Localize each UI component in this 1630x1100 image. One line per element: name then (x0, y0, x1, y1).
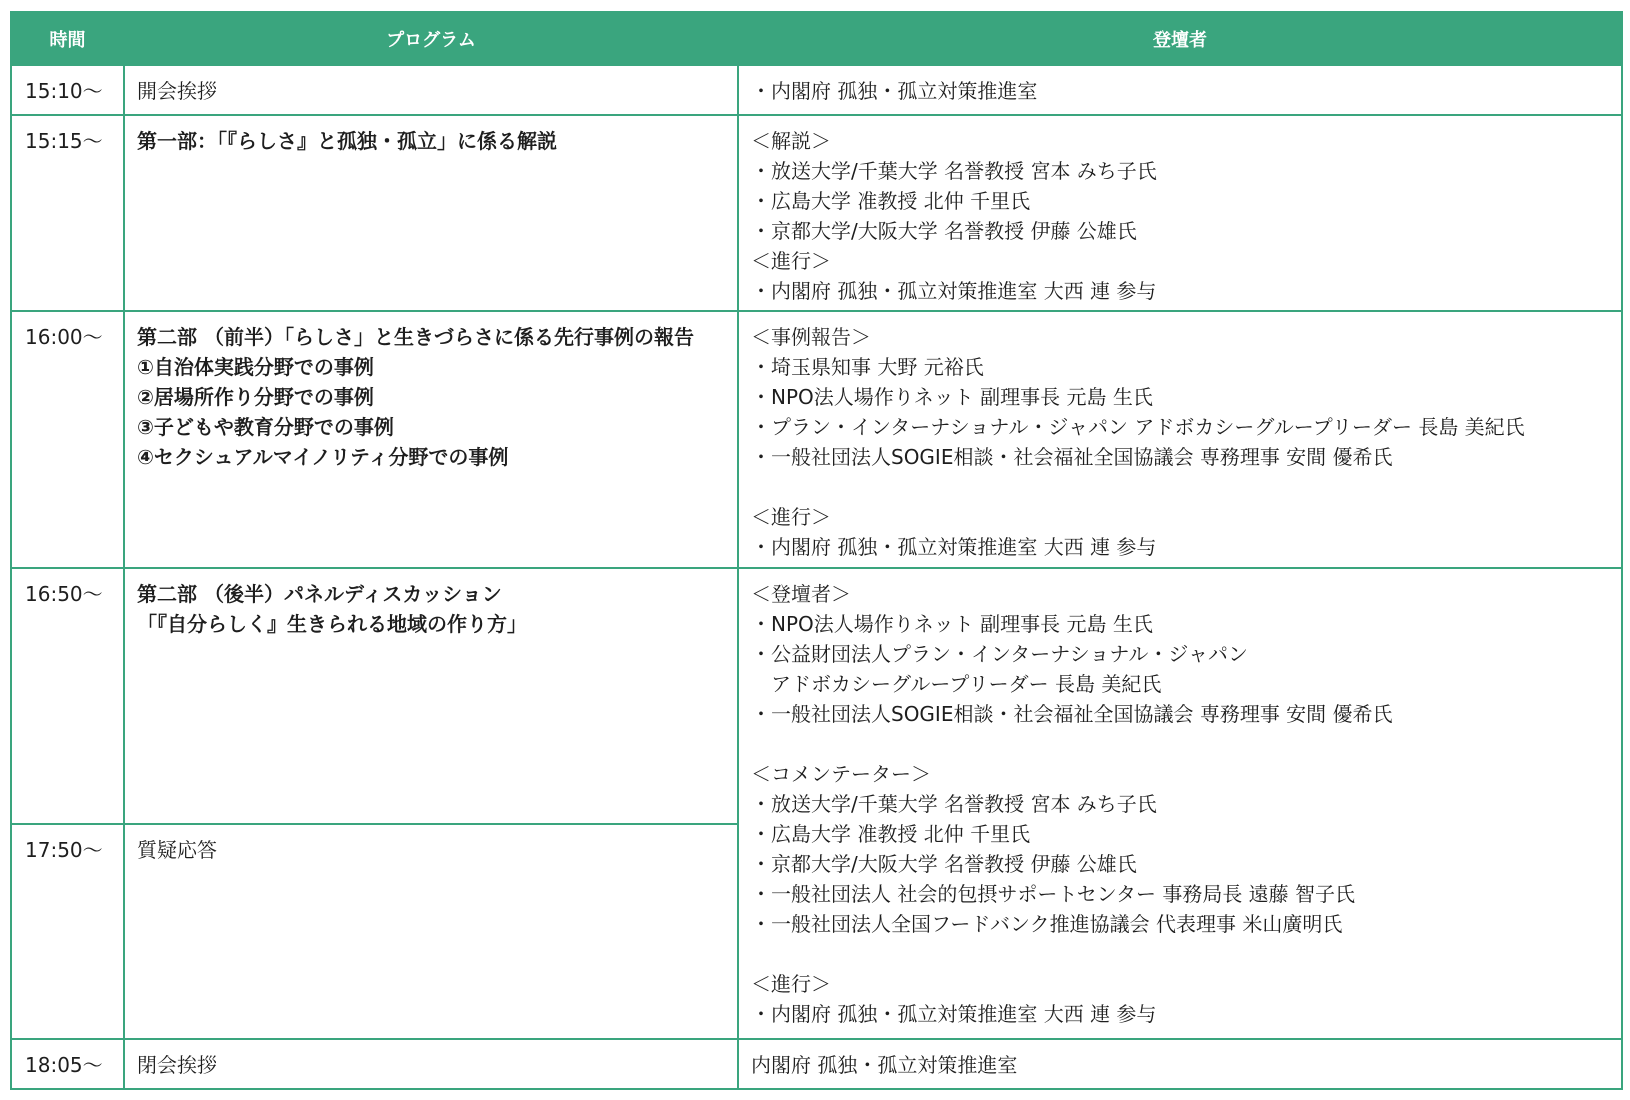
table-row (11, 115, 1622, 311)
table-row (11, 65, 1622, 115)
speaker-line: ・NPO法人場作りネット 副理事長 元島 生氏 (751, 384, 1153, 409)
speaker-line: ・一般社団法人全国フードバンク推進協議会 代表理事 米山廣明氏 (751, 911, 1343, 936)
speaker-line: ・埼玉県知事 大野 元裕氏 (751, 354, 984, 379)
time-cell: 16:50〜 (11, 568, 124, 824)
program-line: 開会挨拶 (137, 79, 217, 103)
program-cell (124, 824, 738, 1039)
speakers-cell (738, 115, 1622, 311)
speaker-line: ＜進行＞ (751, 504, 831, 529)
program-line: 質疑応答 (137, 837, 217, 862)
speaker-line: ＜コメンテーター＞ (751, 761, 931, 786)
table-row (11, 568, 1622, 824)
speaker-line: ・内閣府 孤独・孤立対策推進室 大西 連 参与 (751, 278, 1157, 303)
program-line: 第二部 （前半）「らしさ」と生きづらさに係る先行事例の報告 (137, 324, 694, 349)
program-cell (124, 311, 738, 568)
speaker-line: ・内閣府 孤独・孤立対策推進室 (751, 79, 1038, 103)
program-line: 閉会挨拶 (137, 1052, 217, 1077)
speaker-line: ・放送大学/千葉大学 名誉教授 宮本 みち子氏 (751, 791, 1157, 816)
blank-line (751, 472, 1621, 502)
program-cell (124, 115, 738, 311)
program-cell (124, 1039, 738, 1089)
program-line: ②居場所作り分野での事例 (137, 384, 374, 409)
speaker-line: ＜進行＞ (751, 248, 831, 273)
time-cell: 17:50〜 (11, 824, 124, 1039)
table-row (11, 311, 1622, 568)
speaker-line: ・京都大学/大阪大学 名誉教授 伊藤 公雄氏 (751, 218, 1137, 243)
speakers-cell (738, 311, 1622, 568)
speaker-line: ・プラン・インターナショナル・ジャパン アドボカシーグループリーダー 長島 美紀氏 (751, 414, 1525, 439)
time-cell: 16:00〜 (11, 311, 124, 568)
speaker-line: ・NPO法人場作りネット 副理事長 元島 生氏 (751, 611, 1153, 636)
table-header-row (11, 12, 1622, 65)
table-row (11, 1039, 1622, 1089)
speaker-line: ・一般社団法人SOGIE相談・社会福祉全国協議会 専務理事 安間 優希氏 (751, 701, 1393, 726)
program-line: 第二部 （後半）パネルディスカッション (137, 581, 502, 606)
speaker-line: ・一般社団法人SOGIE相談・社会福祉全国協議会 専務理事 安間 優希氏 (751, 444, 1393, 469)
program-line: ④セクシュアルマイノリティ分野での事例 (137, 444, 509, 469)
program-cell (124, 65, 738, 115)
program-schedule-table (10, 11, 1623, 1090)
program-line: ①自治体実践分野での事例 (137, 354, 374, 379)
speaker-line: ＜解説＞ (751, 128, 831, 153)
speaker-line: ・公益財団法人プラン・インターナショナル・ジャパン (751, 641, 1248, 666)
time-cell: 18:05〜 (11, 1039, 124, 1089)
speaker-line: ・放送大学/千葉大学 名誉教授 宮本 みち子氏 (751, 158, 1157, 183)
program-line: ③子どもや教育分野での事例 (137, 414, 394, 439)
program-line: 「『自分らしく』生きられる地域の作り方」 (137, 611, 527, 636)
blank-line (751, 729, 1621, 759)
speakers-cell (738, 65, 1622, 115)
speaker-line: ・内閣府 孤独・孤立対策推進室 大西 連 参与 (751, 534, 1157, 559)
speaker-line: アドボカシーグループリーダー 長島 美紀氏 (751, 671, 1162, 696)
speaker-line: ＜進行＞ (751, 971, 831, 996)
blank-line (751, 939, 1621, 969)
time-cell: 15:10〜 (11, 65, 124, 115)
program-line: 第一部：「『らしさ』と孤独・孤立」に係る解説 (137, 128, 557, 153)
speaker-line: ＜事例報告＞ (751, 324, 871, 349)
speaker-line: ＜登壇者＞ (751, 581, 851, 606)
header-time: 時間 (11, 12, 124, 65)
speaker-line: ・広島大学 准教授 北仲 千里氏 (751, 821, 1031, 846)
speaker-line: 内閣府 孤独・孤立対策推進室 (751, 1052, 1018, 1077)
program-cell (124, 568, 738, 824)
speaker-line: ・広島大学 准教授 北仲 千里氏 (751, 188, 1031, 213)
time-cell: 15:15〜 (11, 115, 124, 311)
speaker-line: ・京都大学/大阪大学 名誉教授 伊藤 公雄氏 (751, 851, 1137, 876)
header-program: プログラム (124, 12, 738, 65)
speaker-line: ・内閣府 孤独・孤立対策推進室 大西 連 参与 (751, 1001, 1157, 1026)
speakers-cell (738, 1039, 1622, 1089)
header-speakers: 登壇者 (738, 12, 1622, 65)
speakers-cell (738, 568, 1622, 1039)
speaker-line: ・一般社団法人 社会的包摂サポートセンター 事務局長 遠藤 智子氏 (751, 881, 1356, 906)
